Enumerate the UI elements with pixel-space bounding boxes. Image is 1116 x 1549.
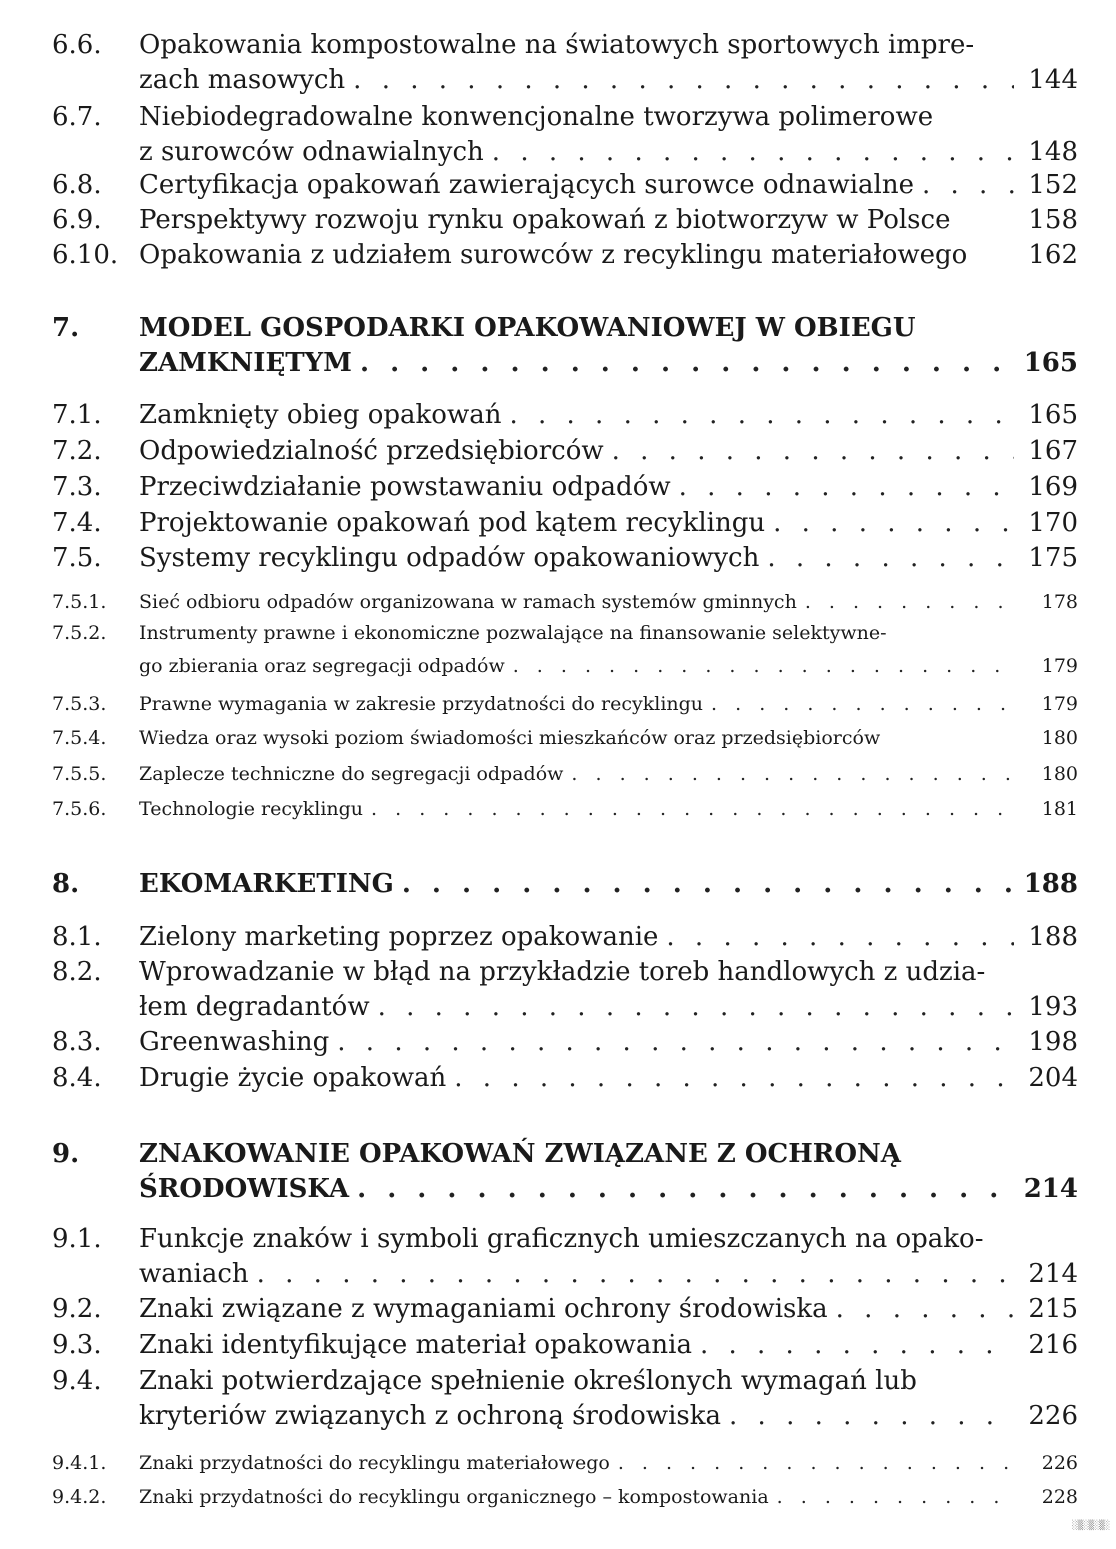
toc-entry-title-line: Znaki identyfikujące materiał opakowania bbox=[139, 1330, 692, 1360]
toc-entry-title bbox=[139, 867, 1078, 902]
toc-entry-page-number: 179 bbox=[1041, 693, 1078, 715]
dot-leader bbox=[513, 650, 1014, 683]
toc-entry-number: 9.4.2. bbox=[52, 1486, 107, 1508]
toc-entry-page-number: 167 bbox=[1028, 436, 1078, 466]
toc-entry-title-line: Przeciwdziałanie powstawaniu odpadów bbox=[139, 472, 671, 502]
toc-entry-title-line: waniach bbox=[139, 1259, 249, 1289]
toc-entry-page-number: 162 bbox=[1028, 240, 1078, 270]
toc-entry-page-number: 165 bbox=[1028, 400, 1078, 430]
toc-entry-page-number: 226 bbox=[1041, 1452, 1078, 1474]
toc-entry-number: 8.4. bbox=[52, 1063, 102, 1093]
toc-entry-title bbox=[139, 238, 1078, 273]
toc-entry-page-number: 144 bbox=[1028, 65, 1078, 95]
toc-entry-number: 9.1. bbox=[52, 1224, 102, 1254]
dot-leader bbox=[679, 470, 1014, 505]
toc-entry-title bbox=[139, 470, 1078, 505]
toc-entry-title-line: kryteriów związanych z ochroną środowiska bbox=[139, 1401, 722, 1431]
toc-entry-title bbox=[139, 1364, 1078, 1434]
toc-entry-title bbox=[139, 1481, 1078, 1514]
toc-entry-title bbox=[139, 758, 1078, 791]
toc-entry-title-line: MODEL GOSPODARKI OPAKOWANIOWEJ W OBIEGU bbox=[139, 313, 916, 343]
toc-entry-title bbox=[139, 541, 1078, 576]
toc-entry-page-number: 216 bbox=[1028, 1330, 1078, 1360]
dot-leader bbox=[922, 168, 1014, 203]
dot-leader bbox=[378, 990, 1014, 1025]
dot-leader bbox=[337, 1025, 1014, 1060]
toc-entry-title-line: Sieć odbioru odpadów organizowana w ramach systemów gminnych bbox=[139, 591, 797, 613]
toc-entry-number: 7.5.2. bbox=[52, 622, 107, 644]
toc-entry-title bbox=[139, 28, 1078, 98]
dot-leader bbox=[711, 688, 1014, 721]
toc-entry-page-number: 198 bbox=[1028, 1027, 1078, 1057]
toc-entry-number: 7.2. bbox=[52, 436, 102, 466]
toc-entry-title-line: zach masowych bbox=[139, 65, 346, 95]
toc-entry-title-line: ZAMKNIĘTYM bbox=[139, 348, 352, 378]
dot-leader bbox=[700, 1328, 1014, 1363]
toc-entry-title-line: Projektowanie opakowań pod kątem recyklingu bbox=[139, 508, 766, 538]
toc-entry-page-number: 226 bbox=[1028, 1401, 1078, 1431]
toc-entry-title bbox=[139, 1292, 1078, 1327]
toc-entry-page-number: 188 bbox=[1028, 922, 1078, 952]
toc-entry-page-number: 228 bbox=[1041, 1486, 1078, 1508]
toc-entry-title bbox=[139, 920, 1078, 955]
toc-entry-title-line: Wprowadzanie w błąd na przykładzie toreb handlowych z udzia- bbox=[139, 957, 986, 987]
toc-entry-page-number: 214 bbox=[1023, 1174, 1078, 1204]
toc-entry-title-line: Technologie recyklingu bbox=[139, 798, 364, 820]
toc-entry-title-line: Opakowania z udziałem surowców z recyklingu materiałowego bbox=[139, 240, 968, 270]
toc-entry-title bbox=[139, 311, 1078, 381]
toc-entry-number: 6.9. bbox=[52, 205, 102, 235]
toc-entry-page-number: 175 bbox=[1028, 543, 1078, 573]
toc-entry-page-number: 181 bbox=[1041, 798, 1078, 820]
toc-entry-title-line: Certyfikacja opakowań zawierających surowce odnawialne bbox=[139, 170, 914, 200]
toc-entry-number: 7.3. bbox=[52, 472, 102, 502]
dot-leader bbox=[805, 586, 1014, 619]
dot-leader bbox=[357, 1172, 1014, 1207]
toc-entry-title-line: Odpowiedzialność przedsiębiorców bbox=[139, 436, 604, 466]
toc-entry-title-line: z surowców odnawialnych bbox=[139, 137, 484, 167]
toc-entry-page-number: 169 bbox=[1028, 472, 1078, 502]
toc-entry-title bbox=[139, 793, 1078, 826]
toc-entry-title-line: Greenwashing bbox=[139, 1027, 330, 1057]
toc-entry-title-line: Niebiodegradowalne konwencjonalne tworzywa polimerowe bbox=[139, 102, 934, 132]
toc-entry-number: 6.6. bbox=[52, 30, 102, 60]
dot-leader bbox=[767, 541, 1014, 576]
toc-entry-title bbox=[139, 100, 1078, 170]
toc-entry-number: 6.8. bbox=[52, 170, 102, 200]
toc-entry-number: 7.5.4. bbox=[52, 727, 107, 749]
toc-entry-number: 7.1. bbox=[52, 400, 102, 430]
toc-entry-number: 8.1. bbox=[52, 922, 102, 952]
toc-entry-title bbox=[139, 1061, 1078, 1096]
dot-leader bbox=[777, 1481, 1014, 1514]
dot-leader bbox=[353, 63, 1014, 98]
toc-entry-title bbox=[139, 1447, 1078, 1480]
toc-entry-title-line: Prawne wymagania w zakresie przydatności do recyklingu bbox=[139, 693, 704, 715]
toc-entry-title bbox=[139, 1328, 1078, 1363]
toc-entry-number: 6.10. bbox=[52, 240, 119, 270]
dot-leader bbox=[612, 434, 1014, 469]
toc-entry-number: 9.4.1. bbox=[52, 1452, 107, 1474]
toc-entry-title bbox=[139, 398, 1078, 433]
toc-entry-number: 6.7. bbox=[52, 102, 102, 132]
toc-entry-page-number: 215 bbox=[1028, 1294, 1078, 1324]
toc-entry-title-line: Znaki przydatności do recyklingu materiałowego bbox=[139, 1452, 610, 1474]
dot-leader bbox=[729, 1399, 1014, 1434]
toc-entry-number: 9.4. bbox=[52, 1366, 102, 1396]
toc-entry-title-line: go zbierania oraz segregacji odpadów bbox=[139, 655, 505, 677]
toc-entry-title bbox=[139, 434, 1078, 469]
toc-entry-title-line: Znaki potwierdzające spełnienie określonych wymagań lub bbox=[139, 1366, 917, 1396]
toc-entry-title-line: Drugie życie opakowań bbox=[139, 1063, 447, 1093]
toc-entry-number: 7.5.1. bbox=[52, 591, 107, 613]
toc-entry-title-line: Opakowania kompostowalne na światowych sportowych impre- bbox=[139, 30, 975, 60]
toc-entry-page-number: 158 bbox=[1028, 205, 1078, 235]
toc-entry-page-number: 180 bbox=[1041, 763, 1078, 785]
toc-entry-title bbox=[139, 617, 1078, 683]
toc-entry-number: 7.4. bbox=[52, 508, 102, 538]
toc-entry-title bbox=[139, 955, 1078, 1025]
dot-leader bbox=[360, 346, 1014, 381]
scan-artifact: ░▒░▒░▒░ bbox=[1072, 1521, 1110, 1531]
toc-entry-title-line: łem degradantów bbox=[139, 992, 370, 1022]
toc-entry-title-line: Zaplecze techniczne do segregacji odpadów bbox=[139, 763, 564, 785]
toc-entry-number: 7.5.6. bbox=[52, 798, 107, 820]
toc-entry-page-number: 178 bbox=[1041, 591, 1078, 613]
toc-entry-title bbox=[139, 722, 1078, 755]
dot-leader bbox=[371, 793, 1014, 826]
dot-leader bbox=[257, 1257, 1014, 1292]
dot-leader bbox=[666, 920, 1014, 955]
dot-leader bbox=[571, 758, 1014, 791]
dot-leader bbox=[836, 1292, 1014, 1327]
toc-entry-number: 7.5.3. bbox=[52, 693, 107, 715]
toc-entry-number: 9.3. bbox=[52, 1330, 102, 1360]
toc-entry-title-line: Systemy recyklingu odpadów opakowaniowych bbox=[139, 543, 760, 573]
toc-entry-number: 7.5.5. bbox=[52, 763, 107, 785]
toc-entry-page-number: 193 bbox=[1028, 992, 1078, 1022]
toc-entry-title bbox=[139, 506, 1078, 541]
toc-entry-number: 8.2. bbox=[52, 957, 102, 987]
dot-leader bbox=[773, 506, 1014, 541]
toc-entry-page-number: 179 bbox=[1041, 655, 1078, 677]
toc-entry-page-number: 165 bbox=[1023, 348, 1078, 378]
toc-entry-title bbox=[139, 203, 1078, 238]
toc-entry-title bbox=[139, 1025, 1078, 1060]
toc-entry-title-line: Wiedza oraz wysoki poziom świadomości mieszkańców oraz przedsiębiorców bbox=[139, 727, 881, 749]
toc-entry-title bbox=[139, 688, 1078, 721]
dot-leader bbox=[402, 867, 1014, 902]
toc-entry-title-line: Perspektywy rozwoju rynku opakowań z biotworzyw w Polsce bbox=[139, 205, 951, 235]
toc-entry-title-line: EKOMARKETING bbox=[139, 869, 394, 899]
toc-entry-title bbox=[139, 1222, 1078, 1292]
toc-entry-title bbox=[139, 586, 1078, 619]
toc-entry-page-number: 148 bbox=[1028, 137, 1078, 167]
toc-entry-title-line: Funkcje znaków i symboli graficznych umieszczanych na opako- bbox=[139, 1224, 984, 1254]
toc-entry-title-line: Znaki przydatności do recyklingu organicznego – kompostowania bbox=[139, 1486, 769, 1508]
toc-entry-title-line: Znaki związane z wymaganiami ochrony środowiska bbox=[139, 1294, 828, 1324]
toc-entry-title bbox=[139, 168, 1078, 203]
toc-entry-title-line: ŚRODOWISKA bbox=[139, 1174, 350, 1204]
dot-leader bbox=[492, 135, 1014, 170]
toc-entry-number: 8.3. bbox=[52, 1027, 102, 1057]
dot-leader bbox=[454, 1061, 1014, 1096]
toc-entry-page-number: 152 bbox=[1028, 170, 1078, 200]
toc-entry-number: 8. bbox=[52, 869, 80, 899]
dot-leader bbox=[509, 398, 1014, 433]
toc-entry-page-number: 214 bbox=[1028, 1259, 1078, 1289]
toc-entry-number: 7.5. bbox=[52, 543, 102, 573]
toc-entry-title-line: Zielony marketing poprzez opakowanie bbox=[139, 922, 659, 952]
toc-entry-page-number: 188 bbox=[1023, 869, 1078, 899]
toc-entry-page-number: 204 bbox=[1028, 1063, 1078, 1093]
toc-entry-title-line: Instrumenty prawne i ekonomiczne pozwalające na finansowanie selektywne- bbox=[139, 622, 887, 644]
toc-entry-title-line: Zamknięty obieg opakowań bbox=[139, 400, 502, 430]
toc-entry-title bbox=[139, 1137, 1078, 1207]
toc-entry-number: 9. bbox=[52, 1139, 80, 1169]
toc-entry-number: 9.2. bbox=[52, 1294, 102, 1324]
toc-entry-title-line: ZNAKOWANIE OPAKOWAŃ ZWIĄZANE Z OCHRONĄ bbox=[139, 1139, 901, 1169]
toc-entry-number: 7. bbox=[52, 313, 80, 343]
toc-entry-page-number: 180 bbox=[1041, 727, 1078, 749]
dot-leader bbox=[618, 1447, 1014, 1480]
toc-entry-page-number: 170 bbox=[1028, 508, 1078, 538]
